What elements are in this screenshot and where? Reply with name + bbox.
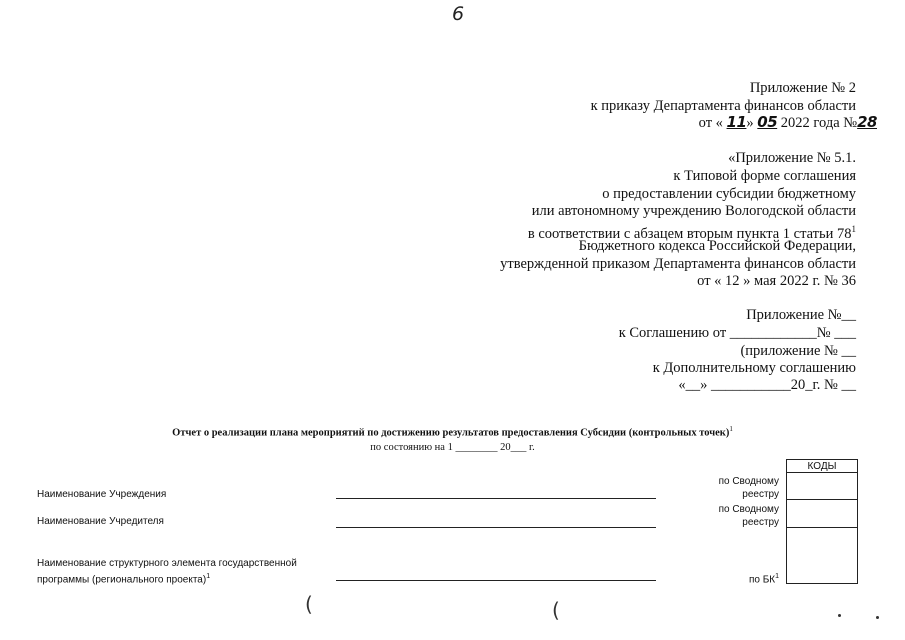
handwritten-day: 11 — [726, 113, 747, 131]
code-cell-institution[interactable] — [786, 472, 858, 500]
scan-speck — [876, 616, 879, 619]
appendix-2-date-line — [699, 113, 877, 132]
code-label-bk-text: по БК — [748, 574, 776, 586]
agreement-line: к Дополнительному соглашению — [652, 360, 856, 376]
agreement-line: к Соглашению от ____________№ ___ — [618, 325, 856, 341]
appendix-5-1-line: Бюджетного кодекса Российской Федерации, — [578, 238, 856, 254]
code-label-bk — [749, 570, 779, 586]
field-label-program-element — [37, 557, 327, 586]
appendix-5-1-text: в соответствии с абзацем вторым пункта 1 статьи 78 — [527, 225, 852, 242]
code-label-registry: по Сводному реестру — [718, 504, 779, 528]
footnote-mark: 1 — [775, 573, 779, 580]
appendix-5-1-line: «Приложение № 5.1. — [728, 150, 856, 166]
handwritten-number: 28 — [857, 113, 877, 131]
date-prefix: от « — [698, 115, 723, 131]
year-text: 2022 года № — [780, 115, 858, 131]
agreement-line: (приложение № __ — [740, 343, 856, 359]
field-label-founder: Наименование Учредителя — [37, 516, 164, 527]
codes-header: КОДЫ — [786, 459, 858, 473]
appendix-5-1-line: к Типовой форме соглашения — [673, 168, 856, 184]
handwritten-month: 05 — [757, 113, 778, 131]
appendix-2-title: Приложение № 2 — [749, 80, 856, 96]
code-cell-bk[interactable] — [786, 527, 858, 584]
appendix-5-1-line: от « 12 » мая 2022 г. № 36 — [697, 273, 856, 289]
footnote-mark: 1 — [206, 573, 211, 580]
report-title — [0, 425, 905, 439]
appendix-5-1-line: утвержденной приказом Департамента финансов области — [500, 256, 856, 272]
field-label-institution: Наименование Учреждения — [37, 489, 167, 500]
code-label-registry: по Сводному реестру — [718, 476, 779, 500]
date-close: » — [746, 115, 754, 131]
appendix-2-order-ref: к приказу Департамента финансов области — [590, 98, 856, 114]
report-subtitle: по состоянию на 1 ________ 20___ г. — [370, 442, 535, 453]
scan-speck — [838, 614, 841, 617]
program-element-text: Наименование структурного элемента государственной программы (регионального проекта) — [37, 558, 297, 586]
agreement-line: «__» ___________20_г. № __ — [678, 377, 856, 393]
footnote-mark: 1 — [729, 425, 733, 433]
program-element-input-line[interactable] — [336, 580, 656, 581]
footnote-mark: 1 — [851, 224, 856, 234]
institution-input-line[interactable] — [336, 498, 656, 499]
page-number: 6 — [452, 3, 465, 25]
scan-mark: ( — [305, 592, 313, 616]
appendix-5-1-line: о предоставлении субсидии бюджетному — [602, 186, 856, 202]
appendix-5-1-line: или автономному учреждению Вологодской области — [531, 203, 856, 219]
code-cell-founder[interactable] — [786, 499, 858, 528]
agreement-line: Приложение №__ — [746, 307, 856, 323]
founder-input-line[interactable] — [336, 527, 656, 528]
report-title-text: Отчет о реализации плана мероприятий по достижению результатов предоставления Субсидии (контрольных точек) — [172, 427, 730, 439]
scan-mark: ( — [552, 598, 560, 622]
